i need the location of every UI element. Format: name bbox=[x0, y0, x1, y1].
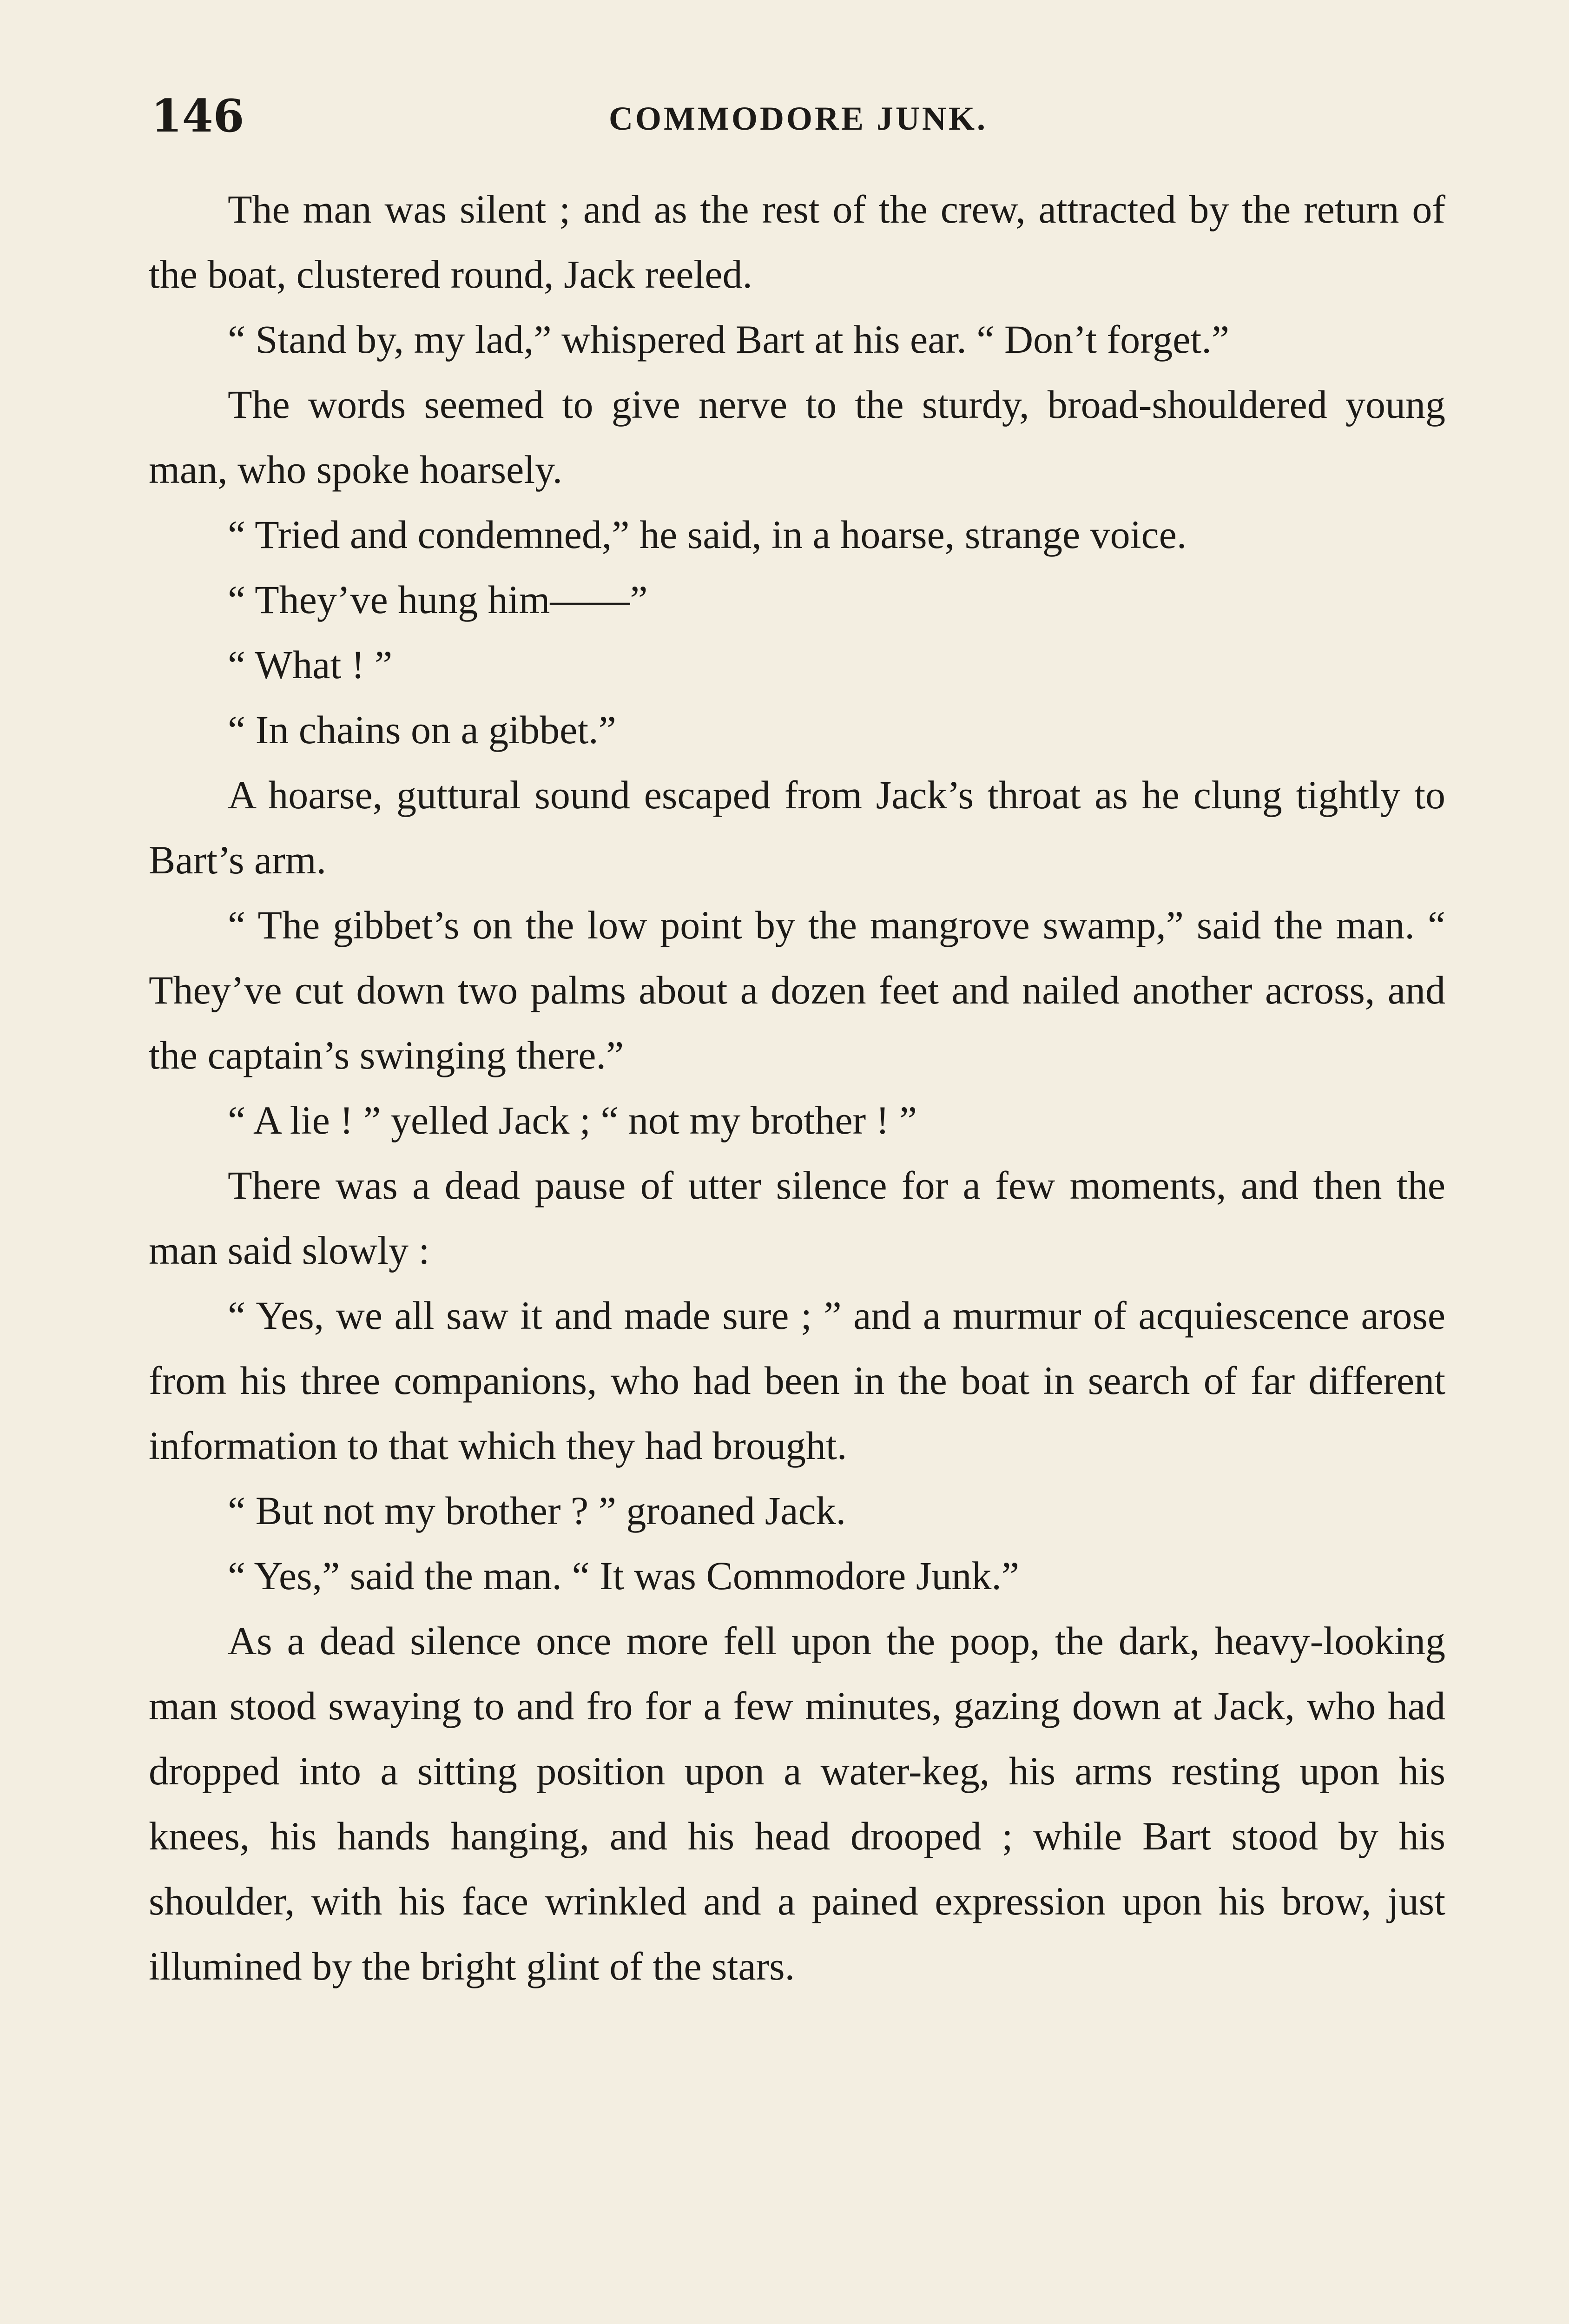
paragraph-15: As a dead silence once more fell upon the poop, the dark, heavy-looking man stood swaying to and fro for a few minutes, gazing down at Jack, who had dropped into a sitting position upon a water-keg, his arms resting upon his knees, his hands hanging, and his head drooped ; while Bart stood by his shoulder, with his face wrinkled and a pained expression upon his brow, just illumined by the bright glint of the stars. bbox=[149, 1618, 1445, 1988]
paragraph-6: “ What ! ” bbox=[228, 642, 393, 687]
paragraph-2: “ Stand by, my lad,” whispered Bart at his ear. “ Don’t forget.” bbox=[228, 317, 1229, 362]
body-text bbox=[149, 177, 1445, 1999]
paragraph-1: The man was silent ; and as the rest of the crew, attracted by the return of the boat, clustered round, Jack reeled. bbox=[149, 187, 1445, 297]
paragraph-13: “ But not my brother ? ” groaned Jack. bbox=[228, 1488, 846, 1533]
paragraph-4: “ Tried and condemned,” he said, in a hoarse, strange voice. bbox=[228, 512, 1187, 557]
paragraph-8: A hoarse, guttural sound escaped from Jack’s throat as he clung tightly to Bart’s arm. bbox=[149, 772, 1445, 882]
paragraph-9: “ The gibbet’s on the low point by the mangrove swamp,” said the man. “ They’ve cut down two palms about a dozen feet and nailed another across, and the captain’s swinging there.” bbox=[149, 903, 1445, 1077]
paragraph-11: There was a dead pause of utter silence for a few moments, and then the man said slowly : bbox=[149, 1163, 1445, 1273]
running-title: COMMODORE JUNK. bbox=[609, 100, 988, 137]
paragraph-7: “ In chains on a gibbet.” bbox=[228, 707, 616, 752]
paragraph-10: “ A lie ! ” yelled Jack ; “ not my brother ! ” bbox=[228, 1098, 917, 1142]
running-head bbox=[151, 91, 1445, 142]
paragraph-5: “ They’ve hung him——” bbox=[228, 577, 648, 622]
paragraph-12: “ Yes, we all saw it and made sure ; ” and a murmur of acquiescence arose from his three companions, who had been in the boat in search of far different information to that which they had brought. bbox=[149, 1293, 1445, 1468]
paragraph-14: “ Yes,” said the man. “ It was Commodore Junk.” bbox=[228, 1553, 1019, 1598]
paragraph-3: The words seemed to give nerve to the sturdy, broad-shouldered young man, who spoke hoarsely. bbox=[149, 382, 1445, 492]
page-number: 146 bbox=[151, 90, 244, 142]
